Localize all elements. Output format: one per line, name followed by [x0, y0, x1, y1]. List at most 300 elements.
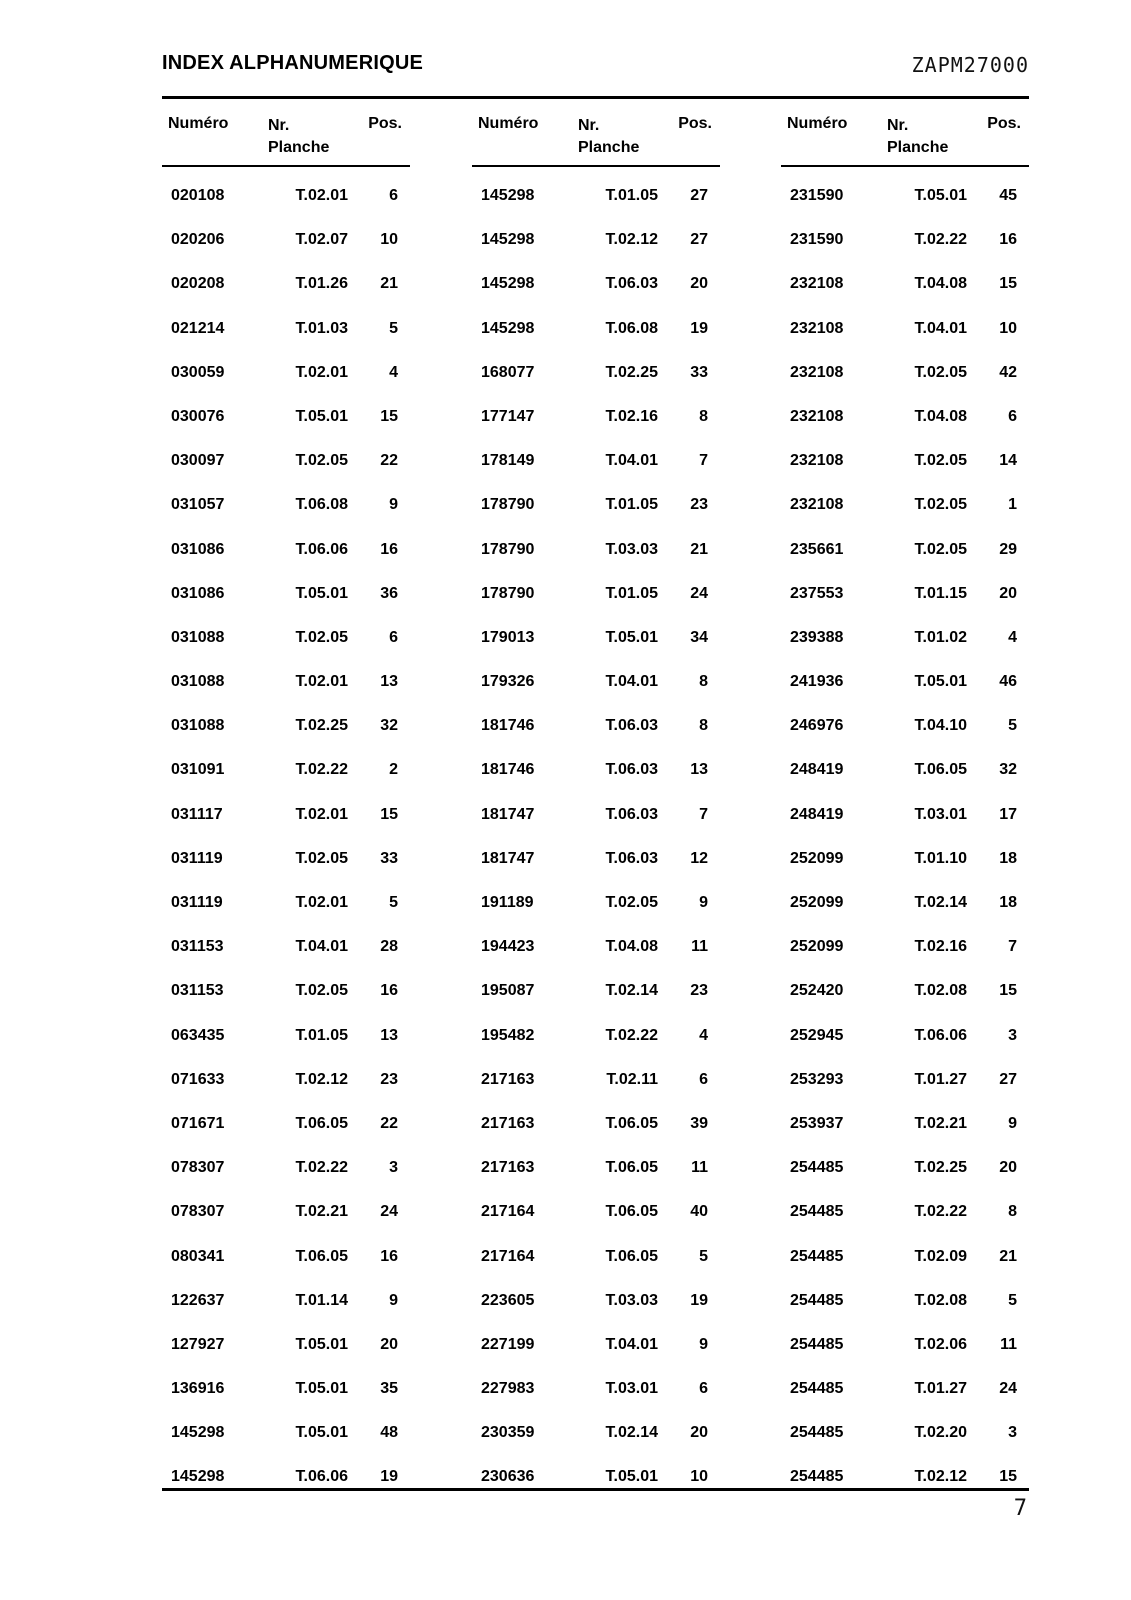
- part-number-cell: 227199: [481, 1335, 535, 1353]
- position-cell: 21: [690, 540, 708, 558]
- position-cell: 19: [690, 319, 708, 337]
- position-cell: 13: [380, 1026, 398, 1044]
- part-number-cell: 031091: [171, 761, 225, 779]
- position-cell: 8: [699, 717, 708, 735]
- index-rows: [781, 175, 1029, 1501]
- table-row: [162, 617, 410, 661]
- table-row: [472, 749, 720, 793]
- table-row: [472, 484, 720, 528]
- planche-cell: T.01.27: [914, 1380, 967, 1398]
- part-number-cell: 230636: [481, 1468, 535, 1486]
- part-number-cell: 235661: [790, 540, 844, 558]
- part-number-cell: 254485: [790, 1247, 844, 1265]
- position-cell: 18: [999, 849, 1017, 867]
- part-number-cell: 252420: [790, 982, 844, 1000]
- column-header: [162, 99, 410, 167]
- table-row: [781, 1324, 1029, 1368]
- part-number-cell: 217163: [481, 1114, 535, 1132]
- planche-cell: T.05.01: [295, 407, 348, 425]
- position-cell: 6: [699, 1070, 708, 1088]
- planche-cell: T.02.08: [914, 1291, 967, 1309]
- part-number-cell: 181746: [481, 761, 535, 779]
- position-cell: 9: [389, 1291, 398, 1309]
- position-cell: 20: [690, 1424, 708, 1442]
- position-cell: 4: [389, 363, 398, 381]
- planche-cell: T.02.22: [914, 1203, 967, 1221]
- position-cell: 48: [380, 1424, 398, 1442]
- planche-cell: T.02.05: [295, 982, 348, 1000]
- part-number-cell: 254485: [790, 1291, 844, 1309]
- part-number-cell: 020206: [171, 231, 225, 249]
- table-row: [781, 1059, 1029, 1103]
- header-planche: Planche: [887, 139, 949, 156]
- planche-cell: T.05.01: [295, 1424, 348, 1442]
- position-cell: 34: [690, 628, 708, 646]
- position-cell: 36: [380, 584, 398, 602]
- planche-cell: T.03.01: [605, 1380, 658, 1398]
- table-row: [162, 661, 410, 705]
- planche-cell: T.06.05: [605, 1159, 658, 1177]
- planche-cell: T.06.06: [295, 1468, 348, 1486]
- table-row: [162, 1456, 410, 1500]
- table-row: [162, 308, 410, 352]
- part-number-cell: 246976: [790, 717, 844, 735]
- position-cell: 1: [1008, 496, 1017, 514]
- planche-cell: T.02.12: [914, 1468, 967, 1486]
- position-cell: 8: [1008, 1203, 1017, 1221]
- table-row: [472, 396, 720, 440]
- position-cell: 28: [380, 938, 398, 956]
- planche-cell: T.05.01: [605, 628, 658, 646]
- position-cell: 9: [699, 894, 708, 911]
- planche-cell: T.05.01: [295, 1335, 348, 1353]
- table-row: [781, 661, 1029, 705]
- planche-cell: T.06.08: [605, 319, 658, 337]
- table-row: [781, 1280, 1029, 1324]
- header-nr-planche: [887, 115, 948, 159]
- part-number-cell: 252945: [790, 1026, 844, 1044]
- table-row: [781, 440, 1029, 484]
- position-cell: 27: [690, 231, 708, 249]
- position-cell: 24: [690, 584, 708, 602]
- part-number-cell: 254485: [790, 1468, 844, 1486]
- position-cell: 8: [699, 407, 708, 425]
- position-cell: 22: [380, 1114, 398, 1132]
- planche-cell: T.02.11: [606, 1070, 658, 1088]
- table-row: [472, 970, 720, 1014]
- planche-cell: T.02.14: [605, 982, 658, 1000]
- part-number-cell: 031088: [171, 673, 225, 691]
- planche-cell: T.02.16: [914, 938, 967, 956]
- document-code: ZAPM27000: [911, 53, 1029, 77]
- table-row: [162, 396, 410, 440]
- part-number-cell: 030059: [171, 363, 225, 381]
- part-number-cell: 179013: [481, 628, 535, 646]
- part-number-cell: 145298: [481, 275, 535, 293]
- planche-cell: T.02.06: [914, 1335, 967, 1353]
- planche-cell: T.02.22: [295, 761, 348, 779]
- planche-cell: T.02.08: [914, 982, 967, 1000]
- planche-cell: T.02.07: [295, 231, 348, 249]
- position-cell: 39: [690, 1114, 708, 1132]
- position-cell: 9: [699, 1335, 708, 1353]
- position-cell: 15: [380, 407, 398, 425]
- position-cell: 10: [380, 231, 398, 249]
- position-cell: 46: [999, 673, 1017, 691]
- table-row: [781, 838, 1029, 882]
- planche-cell: T.05.01: [605, 1468, 658, 1486]
- index-columns: [162, 99, 1029, 1488]
- part-number-cell: 254485: [790, 1424, 844, 1442]
- position-cell: 16: [380, 1247, 398, 1265]
- header-nr: Nr.: [887, 117, 909, 134]
- planche-cell: T.02.05: [914, 496, 967, 514]
- part-number-cell: 145298: [171, 1468, 225, 1486]
- part-number-cell: 237553: [790, 584, 844, 602]
- position-cell: 15: [999, 1468, 1017, 1486]
- position-cell: 29: [999, 540, 1017, 558]
- position-cell: 20: [999, 584, 1017, 602]
- planche-cell: T.06.03: [605, 805, 658, 823]
- table-row: [162, 749, 410, 793]
- table-row: [781, 1191, 1029, 1235]
- table-row: [781, 1015, 1029, 1059]
- part-number-cell: 031086: [171, 540, 225, 558]
- position-cell: 4: [1008, 628, 1017, 646]
- table-row: [162, 1015, 410, 1059]
- position-cell: 23: [690, 496, 708, 514]
- table-row: [162, 263, 410, 307]
- table-row: [162, 352, 410, 396]
- part-number-cell: 031117: [171, 805, 223, 823]
- table-row: [781, 1412, 1029, 1456]
- planche-cell: T.01.02: [914, 628, 967, 646]
- part-number-cell: 031153: [171, 982, 224, 1000]
- table-row: [781, 1456, 1029, 1500]
- part-number-cell: 195087: [481, 982, 535, 1000]
- part-number-cell: 031086: [171, 584, 225, 602]
- table-row: [472, 661, 720, 705]
- position-cell: 27: [690, 187, 708, 204]
- table-row: [472, 308, 720, 352]
- planche-cell: T.04.01: [605, 452, 658, 470]
- position-cell: 33: [380, 849, 398, 867]
- position-cell: 8: [699, 673, 708, 691]
- planche-cell: T.01.05: [605, 496, 658, 514]
- table-row: [472, 1280, 720, 1324]
- planche-cell: T.02.05: [605, 894, 658, 911]
- part-number-cell: 254485: [790, 1159, 844, 1177]
- table-row: [162, 1147, 410, 1191]
- planche-cell: T.01.27: [914, 1070, 967, 1088]
- table-row: [162, 440, 410, 484]
- position-cell: 14: [999, 452, 1017, 470]
- table-row: [162, 794, 410, 838]
- table-row: [472, 440, 720, 484]
- table-row: [162, 882, 410, 926]
- page-number: 7: [1013, 1496, 1027, 1521]
- position-cell: 2: [389, 761, 398, 779]
- planche-cell: T.06.06: [295, 540, 348, 558]
- index-rows: [472, 175, 720, 1501]
- page-title: INDEX ALPHANUMERIQUE: [162, 52, 424, 74]
- part-number-cell: 145298: [481, 319, 535, 337]
- header-planche: Planche: [268, 139, 330, 156]
- table-row: [781, 352, 1029, 396]
- part-number-cell: 122637: [171, 1291, 225, 1309]
- planche-cell: T.02.22: [605, 1026, 658, 1044]
- table-row: [472, 838, 720, 882]
- part-number-cell: 230359: [481, 1424, 535, 1442]
- planche-cell: T.01.14: [295, 1291, 348, 1309]
- part-number-cell: 178790: [481, 540, 535, 558]
- position-cell: 42: [999, 363, 1017, 381]
- table-row: [472, 1236, 720, 1280]
- planche-cell: T.06.06: [914, 1026, 967, 1044]
- planche-cell: T.02.05: [914, 363, 967, 381]
- planche-cell: T.02.25: [295, 717, 348, 735]
- planche-cell: T.04.01: [914, 319, 967, 337]
- table-row: [472, 1191, 720, 1235]
- position-cell: 20: [380, 1335, 398, 1353]
- planche-cell: T.05.01: [914, 673, 967, 691]
- part-number-cell: 217163: [481, 1070, 535, 1088]
- position-cell: 11: [691, 1159, 708, 1177]
- position-cell: 32: [380, 717, 398, 735]
- part-number-cell: 239388: [790, 628, 844, 646]
- part-number-cell: 178790: [481, 496, 535, 514]
- table-row: [472, 1368, 720, 1412]
- part-number-cell: 252099: [790, 894, 844, 911]
- table-row: [781, 1103, 1029, 1147]
- planche-cell: T.06.03: [605, 717, 658, 735]
- header-numero: Numéro: [478, 115, 539, 132]
- table-row: [472, 617, 720, 661]
- part-number-cell: 232108: [790, 275, 844, 293]
- planche-cell: T.02.25: [605, 363, 658, 381]
- planche-cell: T.02.09: [914, 1247, 967, 1265]
- index-rows: [162, 175, 410, 1501]
- planche-cell: T.02.14: [605, 1424, 658, 1442]
- part-number-cell: 031057: [171, 496, 225, 514]
- table-row: [162, 484, 410, 528]
- position-cell: 7: [699, 452, 708, 470]
- planche-cell: T.02.22: [914, 231, 967, 249]
- position-cell: 16: [380, 540, 398, 558]
- planche-cell: T.02.25: [914, 1159, 967, 1177]
- part-number-cell: 254485: [790, 1203, 844, 1221]
- position-cell: 22: [380, 452, 398, 470]
- part-number-cell: 030076: [171, 407, 225, 425]
- part-number-cell: 181747: [481, 805, 535, 823]
- header-planche: Planche: [578, 139, 640, 156]
- table-row: [162, 1412, 410, 1456]
- header-pos: Pos.: [678, 115, 712, 132]
- header-numero: Numéro: [787, 115, 848, 132]
- part-number-cell: 231590: [790, 231, 844, 249]
- position-cell: 21: [999, 1247, 1017, 1265]
- table-row: [472, 926, 720, 970]
- planche-cell: T.06.05: [295, 1247, 348, 1265]
- position-cell: 24: [380, 1203, 398, 1221]
- planche-cell: T.01.26: [295, 275, 348, 293]
- position-cell: 27: [999, 1070, 1017, 1088]
- table-row: [781, 926, 1029, 970]
- table-row: [162, 1324, 410, 1368]
- part-number-cell: 232108: [790, 452, 844, 470]
- planche-cell: T.02.05: [914, 452, 967, 470]
- table-row: [162, 1368, 410, 1412]
- table-row: [472, 794, 720, 838]
- position-cell: 18: [999, 894, 1017, 911]
- table-row: [781, 175, 1029, 219]
- planche-cell: T.04.01: [605, 1335, 658, 1353]
- planche-cell: T.02.01: [295, 673, 348, 691]
- planche-cell: T.02.05: [295, 628, 348, 646]
- table-row: [781, 529, 1029, 573]
- part-number-cell: 136916: [171, 1380, 225, 1398]
- planche-cell: T.03.03: [605, 1291, 658, 1309]
- header-nr-planche: [578, 115, 639, 159]
- part-number-cell: 217163: [481, 1159, 535, 1177]
- position-cell: 12: [690, 849, 708, 867]
- table-row: [472, 1147, 720, 1191]
- position-cell: 5: [389, 894, 398, 911]
- planche-cell: T.02.21: [295, 1203, 348, 1221]
- part-number-cell: 254485: [790, 1335, 844, 1353]
- table-row: [781, 970, 1029, 1014]
- header-nr-planche: [268, 115, 329, 159]
- part-number-cell: 194423: [481, 938, 535, 956]
- position-cell: 16: [999, 231, 1017, 249]
- part-number-cell: 031119: [171, 894, 223, 911]
- position-cell: 11: [1000, 1335, 1017, 1353]
- part-number-cell: 248419: [790, 805, 844, 823]
- position-cell: 16: [380, 982, 398, 1000]
- part-number-cell: 232108: [790, 319, 844, 337]
- table-row: [781, 573, 1029, 617]
- position-cell: 5: [1008, 1291, 1017, 1309]
- part-number-cell: 248419: [790, 761, 844, 779]
- table-row: [472, 219, 720, 263]
- position-cell: 10: [999, 319, 1017, 337]
- planche-cell: T.05.01: [295, 584, 348, 602]
- planche-cell: T.02.05: [295, 849, 348, 867]
- part-number-cell: 232108: [790, 363, 844, 381]
- planche-cell: T.04.01: [605, 673, 658, 691]
- part-number-cell: 031088: [171, 628, 225, 646]
- part-number-cell: 071671: [171, 1114, 225, 1132]
- table-row: [781, 308, 1029, 352]
- part-number-cell: 232108: [790, 407, 844, 425]
- table-row: [472, 1103, 720, 1147]
- planche-cell: T.01.15: [914, 584, 967, 602]
- position-cell: 5: [1008, 717, 1017, 735]
- planche-cell: T.05.01: [295, 1380, 348, 1398]
- planche-cell: T.06.03: [605, 761, 658, 779]
- position-cell: 24: [999, 1380, 1017, 1398]
- part-number-cell: 232108: [790, 496, 844, 514]
- position-cell: 15: [380, 805, 398, 823]
- table-row: [781, 617, 1029, 661]
- planche-cell: T.03.03: [605, 540, 658, 558]
- part-number-cell: 252099: [790, 938, 844, 956]
- planche-cell: T.04.01: [295, 938, 348, 956]
- position-cell: 19: [690, 1291, 708, 1309]
- part-number-cell: 217164: [481, 1203, 535, 1221]
- position-cell: 5: [389, 319, 398, 337]
- table-row: [472, 175, 720, 219]
- table-row: [472, 529, 720, 573]
- part-number-cell: 231590: [790, 187, 844, 204]
- table-row: [162, 529, 410, 573]
- position-cell: 19: [380, 1468, 398, 1486]
- part-number-cell: 030097: [171, 452, 225, 470]
- planche-cell: T.01.10: [914, 849, 967, 867]
- planche-cell: T.01.05: [605, 187, 658, 204]
- part-number-cell: 254485: [790, 1380, 844, 1398]
- planche-cell: T.06.05: [914, 761, 967, 779]
- table-row: [162, 1280, 410, 1324]
- table-row: [162, 1236, 410, 1280]
- position-cell: 9: [389, 496, 398, 514]
- table-row: [781, 1147, 1029, 1191]
- table-row: [162, 219, 410, 263]
- position-cell: 7: [699, 805, 708, 823]
- part-number-cell: 252099: [790, 849, 844, 867]
- part-number-cell: 241936: [790, 673, 844, 691]
- table-row: [781, 749, 1029, 793]
- part-number-cell: 145298: [481, 231, 535, 249]
- part-number-cell: 253937: [790, 1114, 844, 1132]
- planche-cell: T.06.03: [605, 849, 658, 867]
- part-number-cell: 127927: [171, 1335, 225, 1353]
- table-row: [472, 1456, 720, 1500]
- position-cell: 15: [999, 982, 1017, 1000]
- part-number-cell: 031119: [171, 849, 223, 867]
- position-cell: 13: [380, 673, 398, 691]
- column-header: [472, 99, 720, 167]
- part-number-cell: 195482: [481, 1026, 535, 1044]
- planche-cell: T.06.08: [295, 496, 348, 514]
- part-number-cell: 021214: [171, 319, 225, 337]
- table-row: [472, 573, 720, 617]
- position-cell: 20: [999, 1159, 1017, 1177]
- planche-cell: T.02.01: [295, 187, 348, 204]
- planche-cell: T.02.22: [295, 1159, 348, 1177]
- header-pos: Pos.: [368, 115, 402, 132]
- column-header: [781, 99, 1029, 167]
- table-row: [472, 263, 720, 307]
- table-row: [162, 175, 410, 219]
- index-column-2: [472, 99, 720, 1501]
- bottom-rule: [162, 1488, 1029, 1491]
- part-number-cell: 020208: [171, 275, 225, 293]
- position-cell: 6: [389, 628, 398, 646]
- planche-cell: T.04.08: [914, 407, 967, 425]
- index-column-1: [162, 99, 410, 1501]
- planche-cell: T.02.16: [605, 407, 658, 425]
- planche-cell: T.06.03: [605, 275, 658, 293]
- planche-cell: T.02.12: [605, 231, 658, 249]
- table-row: [781, 263, 1029, 307]
- planche-cell: T.01.03: [295, 319, 348, 337]
- part-number-cell: 145298: [171, 1424, 225, 1442]
- planche-cell: T.05.01: [914, 187, 967, 204]
- planche-cell: T.02.05: [914, 540, 967, 558]
- table-row: [781, 484, 1029, 528]
- position-cell: 3: [1008, 1424, 1017, 1442]
